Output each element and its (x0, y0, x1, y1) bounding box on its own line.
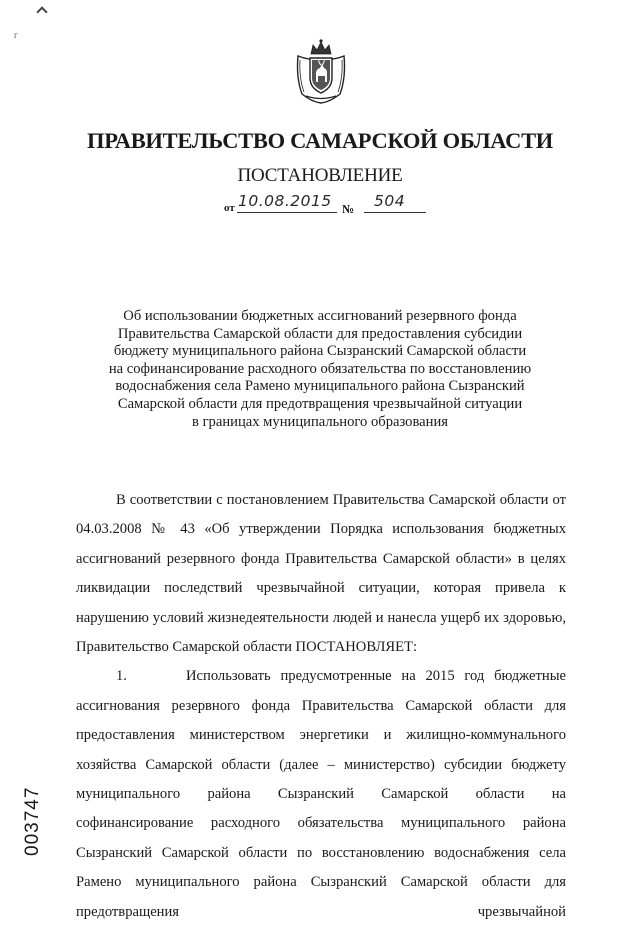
scan-small-mark: г (14, 30, 18, 40)
document-subject (100, 308, 540, 431)
subject-line: Правительства Самарской области для предоставления субсидии (117, 325, 523, 342)
subject-line: бюджету муниципального района Сызранский Самарской области (113, 343, 527, 360)
number-label: № (342, 202, 355, 216)
preamble-paragraph: В соответствии с постановлением Правительства Самарской области от 04.03.2008 № 43 «Об утверждении Порядка использования бюджетных ассигнований резервного фонда Правительства Самарской области» в целях ликвидации последствий чрезвычайной ситуации, которая привела к нарушению условий жизнедеятельности людей и нанесла ущерб их здоровью, Правительство Самарской области ПОСТАНОВЛЯЕТ: (76, 492, 566, 656)
date-underline (237, 212, 337, 213)
government-title: ПРАВИТЕЛЬСТВО САМАРСКОЙ ОБЛАСТИ (87, 128, 553, 153)
document-body (76, 486, 566, 927)
subject-line: Самарской области для предотвращения чрезвычайной ситуации (117, 395, 523, 412)
handwritten-number: 504 (374, 192, 406, 210)
document-type: ПОСТАНОВЛЕНИЕ (237, 165, 403, 186)
item-1-text: Использовать предусмотренные на 2015 год бюджетные ассигнования резервного фонда Правительства Самарской области для предоставления министерством энергетики и жилищно-коммунального хозяйства Самарской области (далее – министерство) субсидии бюджету муниципального района Сызранский Самарской области на софинансирование расходного обязательства муниципального района Сызранский Самарской области по восстановлению водоснабжения села Рамено муниципального района Сызранский Самарской области для предотвращения чрезвычайной (76, 668, 566, 920)
scan-corner-mark (36, 6, 47, 17)
subject-line: Об использовании бюджетных ассигнований резервного фонда (123, 308, 517, 324)
item-1-paragraph (76, 662, 566, 927)
handwritten-date: 10.08.2015 (238, 192, 332, 210)
number-underline (364, 212, 426, 213)
margin-serial-number: 003747 (22, 786, 43, 856)
subject-line: в границах муниципального образования (192, 413, 448, 430)
subject-line: водоснабжения села Рамено муниципального района Сызранский (115, 378, 525, 395)
item-1-number: 1. (116, 668, 127, 685)
date-number-line (224, 192, 444, 218)
coat-of-arms-emblem (294, 38, 348, 104)
subject-line: на софинансирование расходного обязательства по восстановлению (108, 360, 532, 377)
from-label: от (224, 202, 235, 214)
